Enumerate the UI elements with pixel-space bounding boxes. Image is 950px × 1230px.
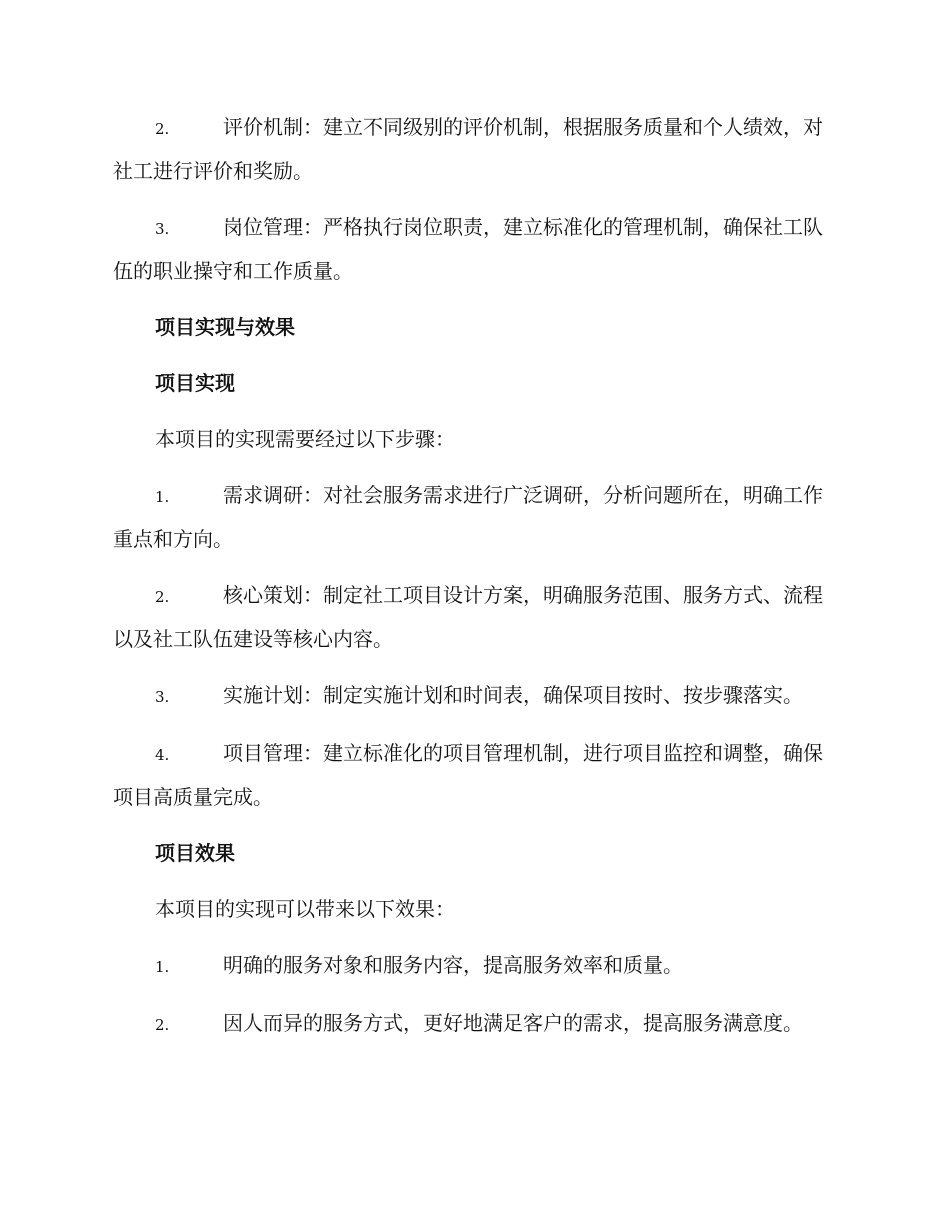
list-item-implementation-plan bbox=[113, 674, 834, 718]
list-number: 2. bbox=[155, 1016, 170, 1034]
list-text: 因人而异的服务方式，更好地满足客户的需求，提高服务满意度。 bbox=[223, 1011, 803, 1035]
list-text: 实施计划：制定实施计划和时间表，确保项目按时、按步骤落实。 bbox=[223, 683, 803, 707]
list-number: 4. bbox=[155, 746, 170, 764]
list-text: 明确的服务对象和服务内容，提高服务效率和质量。 bbox=[223, 953, 683, 977]
list-text: 岗位管理：严格执行岗位职责，建立标准化的管理机制，确保社工队伍的职业操守和工作质量。 bbox=[113, 215, 823, 283]
list-number: 1. bbox=[155, 488, 170, 506]
list-number: 2. bbox=[155, 120, 170, 138]
section-heading-implementation-and-effect: 项目实现与效果 bbox=[155, 315, 295, 339]
list-item-post-management bbox=[113, 206, 834, 292]
subsection-heading-effect: 项目效果 bbox=[155, 841, 235, 865]
list-text: 核心策划：制定社工项目设计方案，明确服务范围、服务方式、流程以及社工队伍建设等核心内容。 bbox=[113, 583, 823, 651]
list-item-needs-research bbox=[113, 474, 834, 560]
list-item-core-planning bbox=[113, 574, 834, 660]
list-item-evaluation bbox=[113, 106, 834, 192]
subsection-heading-implementation: 项目实现 bbox=[155, 371, 235, 395]
intro-paragraph-implementation: 本项目的实现需要经过以下步骤： bbox=[155, 427, 455, 451]
list-text: 需求调研：对社会服务需求进行广泛调研，分析问题所在，明确工作重点和方向。 bbox=[113, 483, 823, 551]
list-item-service-clarity bbox=[113, 944, 834, 988]
list-number: 3. bbox=[155, 220, 170, 238]
list-number: 1. bbox=[155, 958, 170, 976]
list-text: 评价机制：建立不同级别的评价机制，根据服务质量和个人绩效，对社工进行评价和奖励。 bbox=[113, 115, 823, 183]
list-text: 项目管理：建立标准化的项目管理机制，进行项目监控和调整，确保项目高质量完成。 bbox=[113, 741, 823, 809]
list-item-personalized-service bbox=[113, 1002, 834, 1046]
list-number: 2. bbox=[155, 588, 170, 606]
list-number: 3. bbox=[155, 688, 170, 706]
list-item-project-management bbox=[113, 732, 834, 818]
intro-paragraph-effect: 本项目的实现可以带来以下效果： bbox=[155, 897, 455, 921]
